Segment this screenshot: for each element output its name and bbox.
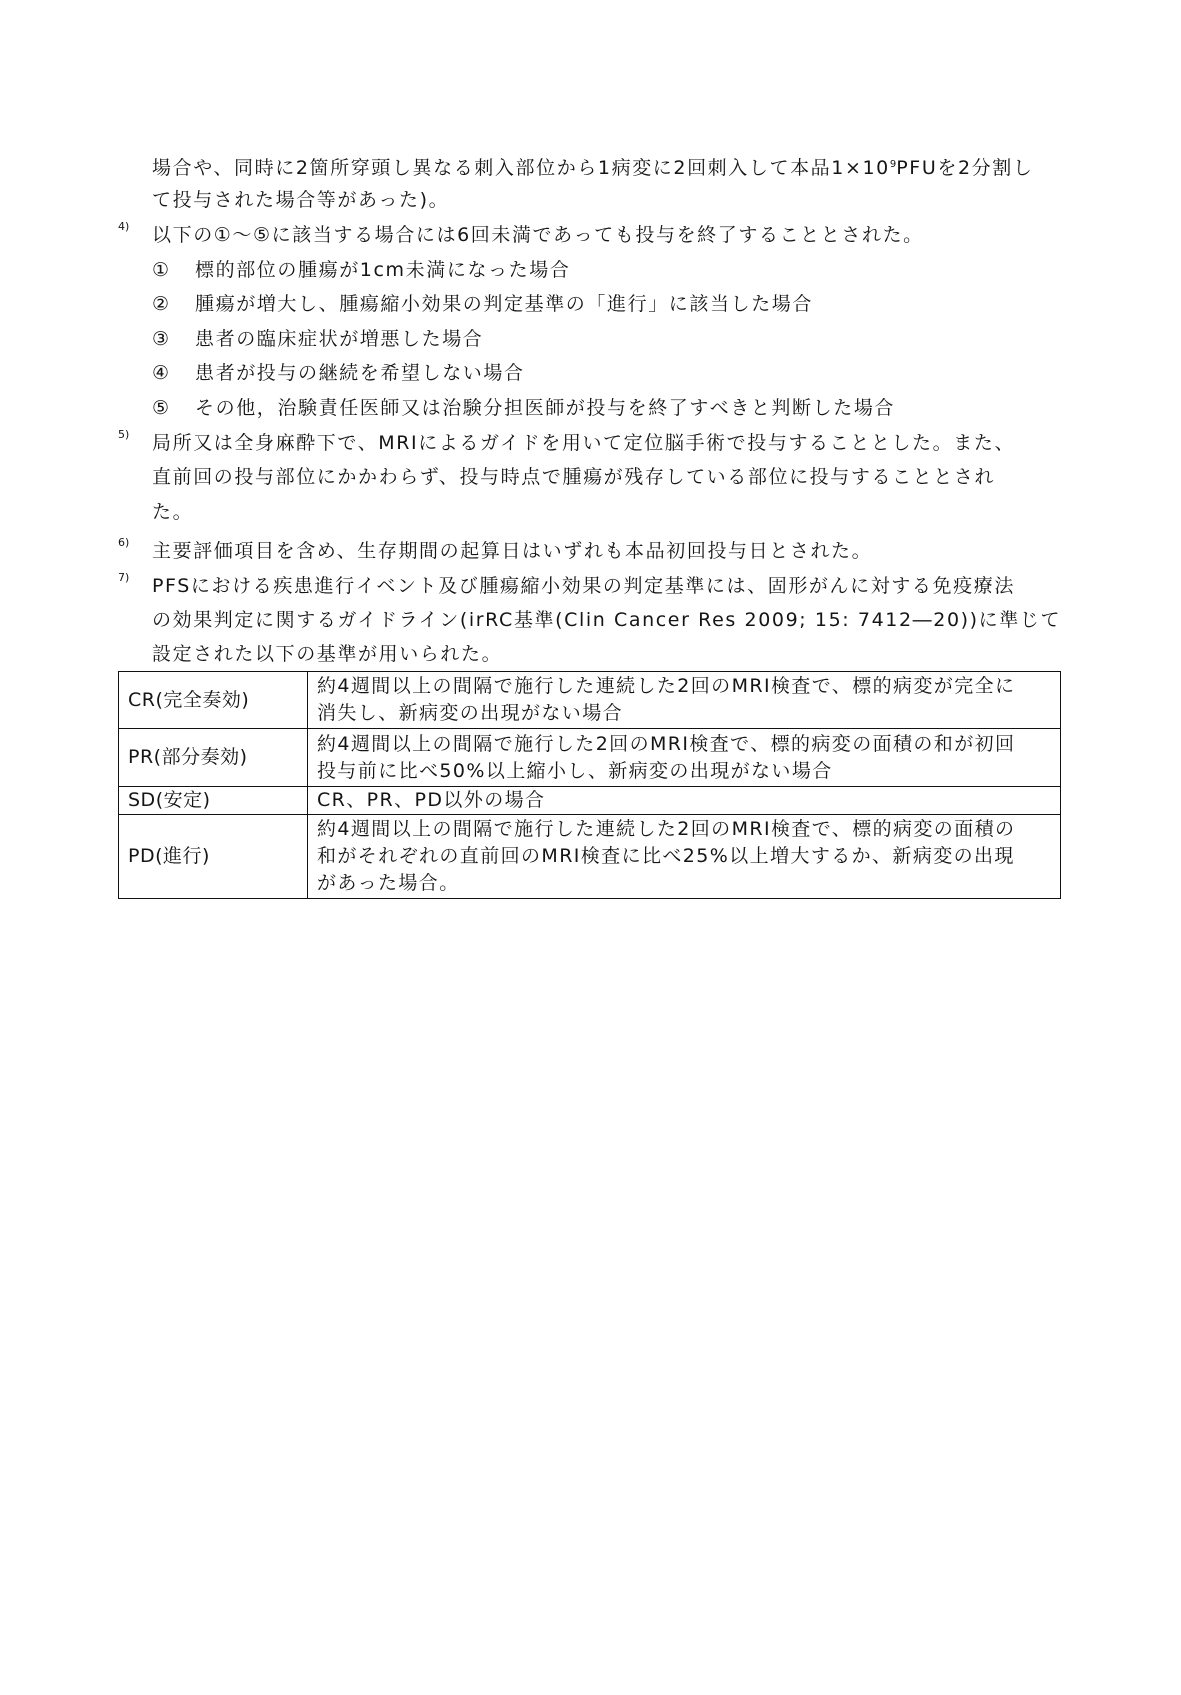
table-row-pr xyxy=(119,729,1061,787)
item-number-4: ④ xyxy=(152,362,170,384)
definition-line: があった場合。 xyxy=(317,872,460,894)
table-row-pd xyxy=(119,815,1061,899)
item-number-3: ③ xyxy=(152,328,170,350)
item-text-2: 腫瘍が増大し、腫瘍縮小効果の判定基準の「進行」に該当した場合 xyxy=(195,293,814,315)
item-text-1: 標的部位の腫瘍が1cm未満になった場合 xyxy=(195,259,571,281)
definition-line: 約4週間以上の間隔で施行した連続した2回のMRI検査で、標的病変が完全に xyxy=(317,675,1016,697)
footnote-5-line-1: 局所又は全身麻酔下で、MRIによるガイドを用いて定位脳手術で投与することとした。また、 xyxy=(152,432,1016,454)
definition-line: 和がそれぞれの直前回のMRI検査に比べ25%以上増大するか、新病変の出現 xyxy=(317,845,1015,867)
item-number-2: ② xyxy=(152,293,170,315)
footnote-5-line-2: 直前回の投与部位にかかわらず、投与時点で腫瘍が残存している部位に投与することとされ xyxy=(152,466,996,488)
continuation-line-1 xyxy=(152,153,1033,180)
footnote-marker-5: 5) xyxy=(118,428,130,441)
footnote-marker-4: 4) xyxy=(118,220,130,233)
row-definition-pd xyxy=(308,815,1061,899)
continuation-text: 場合や、同時に2箇所穿頭し異なる刺入部位から1病変に2回刺入して本品1×10 xyxy=(152,157,890,179)
row-definition-sd xyxy=(308,787,1061,815)
exponent: 9 xyxy=(889,159,897,170)
item-number-1: ① xyxy=(152,259,170,281)
table-row-sd xyxy=(119,787,1061,815)
row-label-pd: PD(進行) xyxy=(119,815,308,899)
item-number-5: ⑤ xyxy=(152,397,170,419)
footnote-4-text: 以下の①～⑤に該当する場合には6回未満であっても投与を終了することとされた。 xyxy=(152,224,924,246)
footnote-6-line-1: 主要評価項目を含め、生存期間の起算日はいずれも本品初回投与日とされた。 xyxy=(152,540,873,562)
footnote-7-line-2: の効果判定に関するガイドライン(irRC基準(Clin Cancer Res 2009; 15: 7412―20))に準じて xyxy=(152,609,1062,631)
row-label-pr: PR(部分奏効) xyxy=(119,729,308,787)
definition-line: 投与前に比べ50%以上縮小し、新病変の出現がない場合 xyxy=(317,759,833,782)
item-text-3: 患者の臨床症状が増悪した場合 xyxy=(195,328,484,350)
item-text-5: その他，治験責任医師又は治験分担医師が投与を終了すべきと判断した場合 xyxy=(195,397,896,419)
continuation-text-suffix: PFUを2分割し xyxy=(896,157,1034,179)
row-label-cr: CR(完全奏効) xyxy=(119,672,308,729)
table-row-cr xyxy=(119,672,1061,729)
footnote-7-line-3: 設定された以下の基準が用いられた。 xyxy=(152,643,503,665)
definition-line: CR、PR、PD以外の場合 xyxy=(317,789,546,811)
row-label-sd: SD(安定) xyxy=(119,787,308,815)
response-criteria-table xyxy=(118,671,1061,899)
row-definition-cr xyxy=(308,672,1061,729)
definition-line: 約4週間以上の間隔で施行した連続した2回のMRI検査で、標的病変の面積の xyxy=(317,818,1016,840)
continuation-line-2: て投与された場合等があった)。 xyxy=(152,189,450,211)
definition-line: 約4週間以上の間隔で施行した2回のMRI検査で、標的病変の面積の和が初回 xyxy=(317,732,1016,755)
footnote-marker-7: 7) xyxy=(118,571,130,584)
footnote-5-line-3: た。 xyxy=(152,501,194,523)
item-text-4: 患者が投与の継続を希望しない場合 xyxy=(195,362,525,384)
footnote-7-line-1: PFSにおける疾患進行イベント及び腫瘍縮小効果の判定基準には、固形がんに対する免疫療法 xyxy=(152,575,1015,597)
definition-line: 消失し、新病変の出現がない場合 xyxy=(317,702,624,724)
row-definition-pr xyxy=(308,729,1061,787)
footnote-marker-6: 6) xyxy=(118,536,130,549)
